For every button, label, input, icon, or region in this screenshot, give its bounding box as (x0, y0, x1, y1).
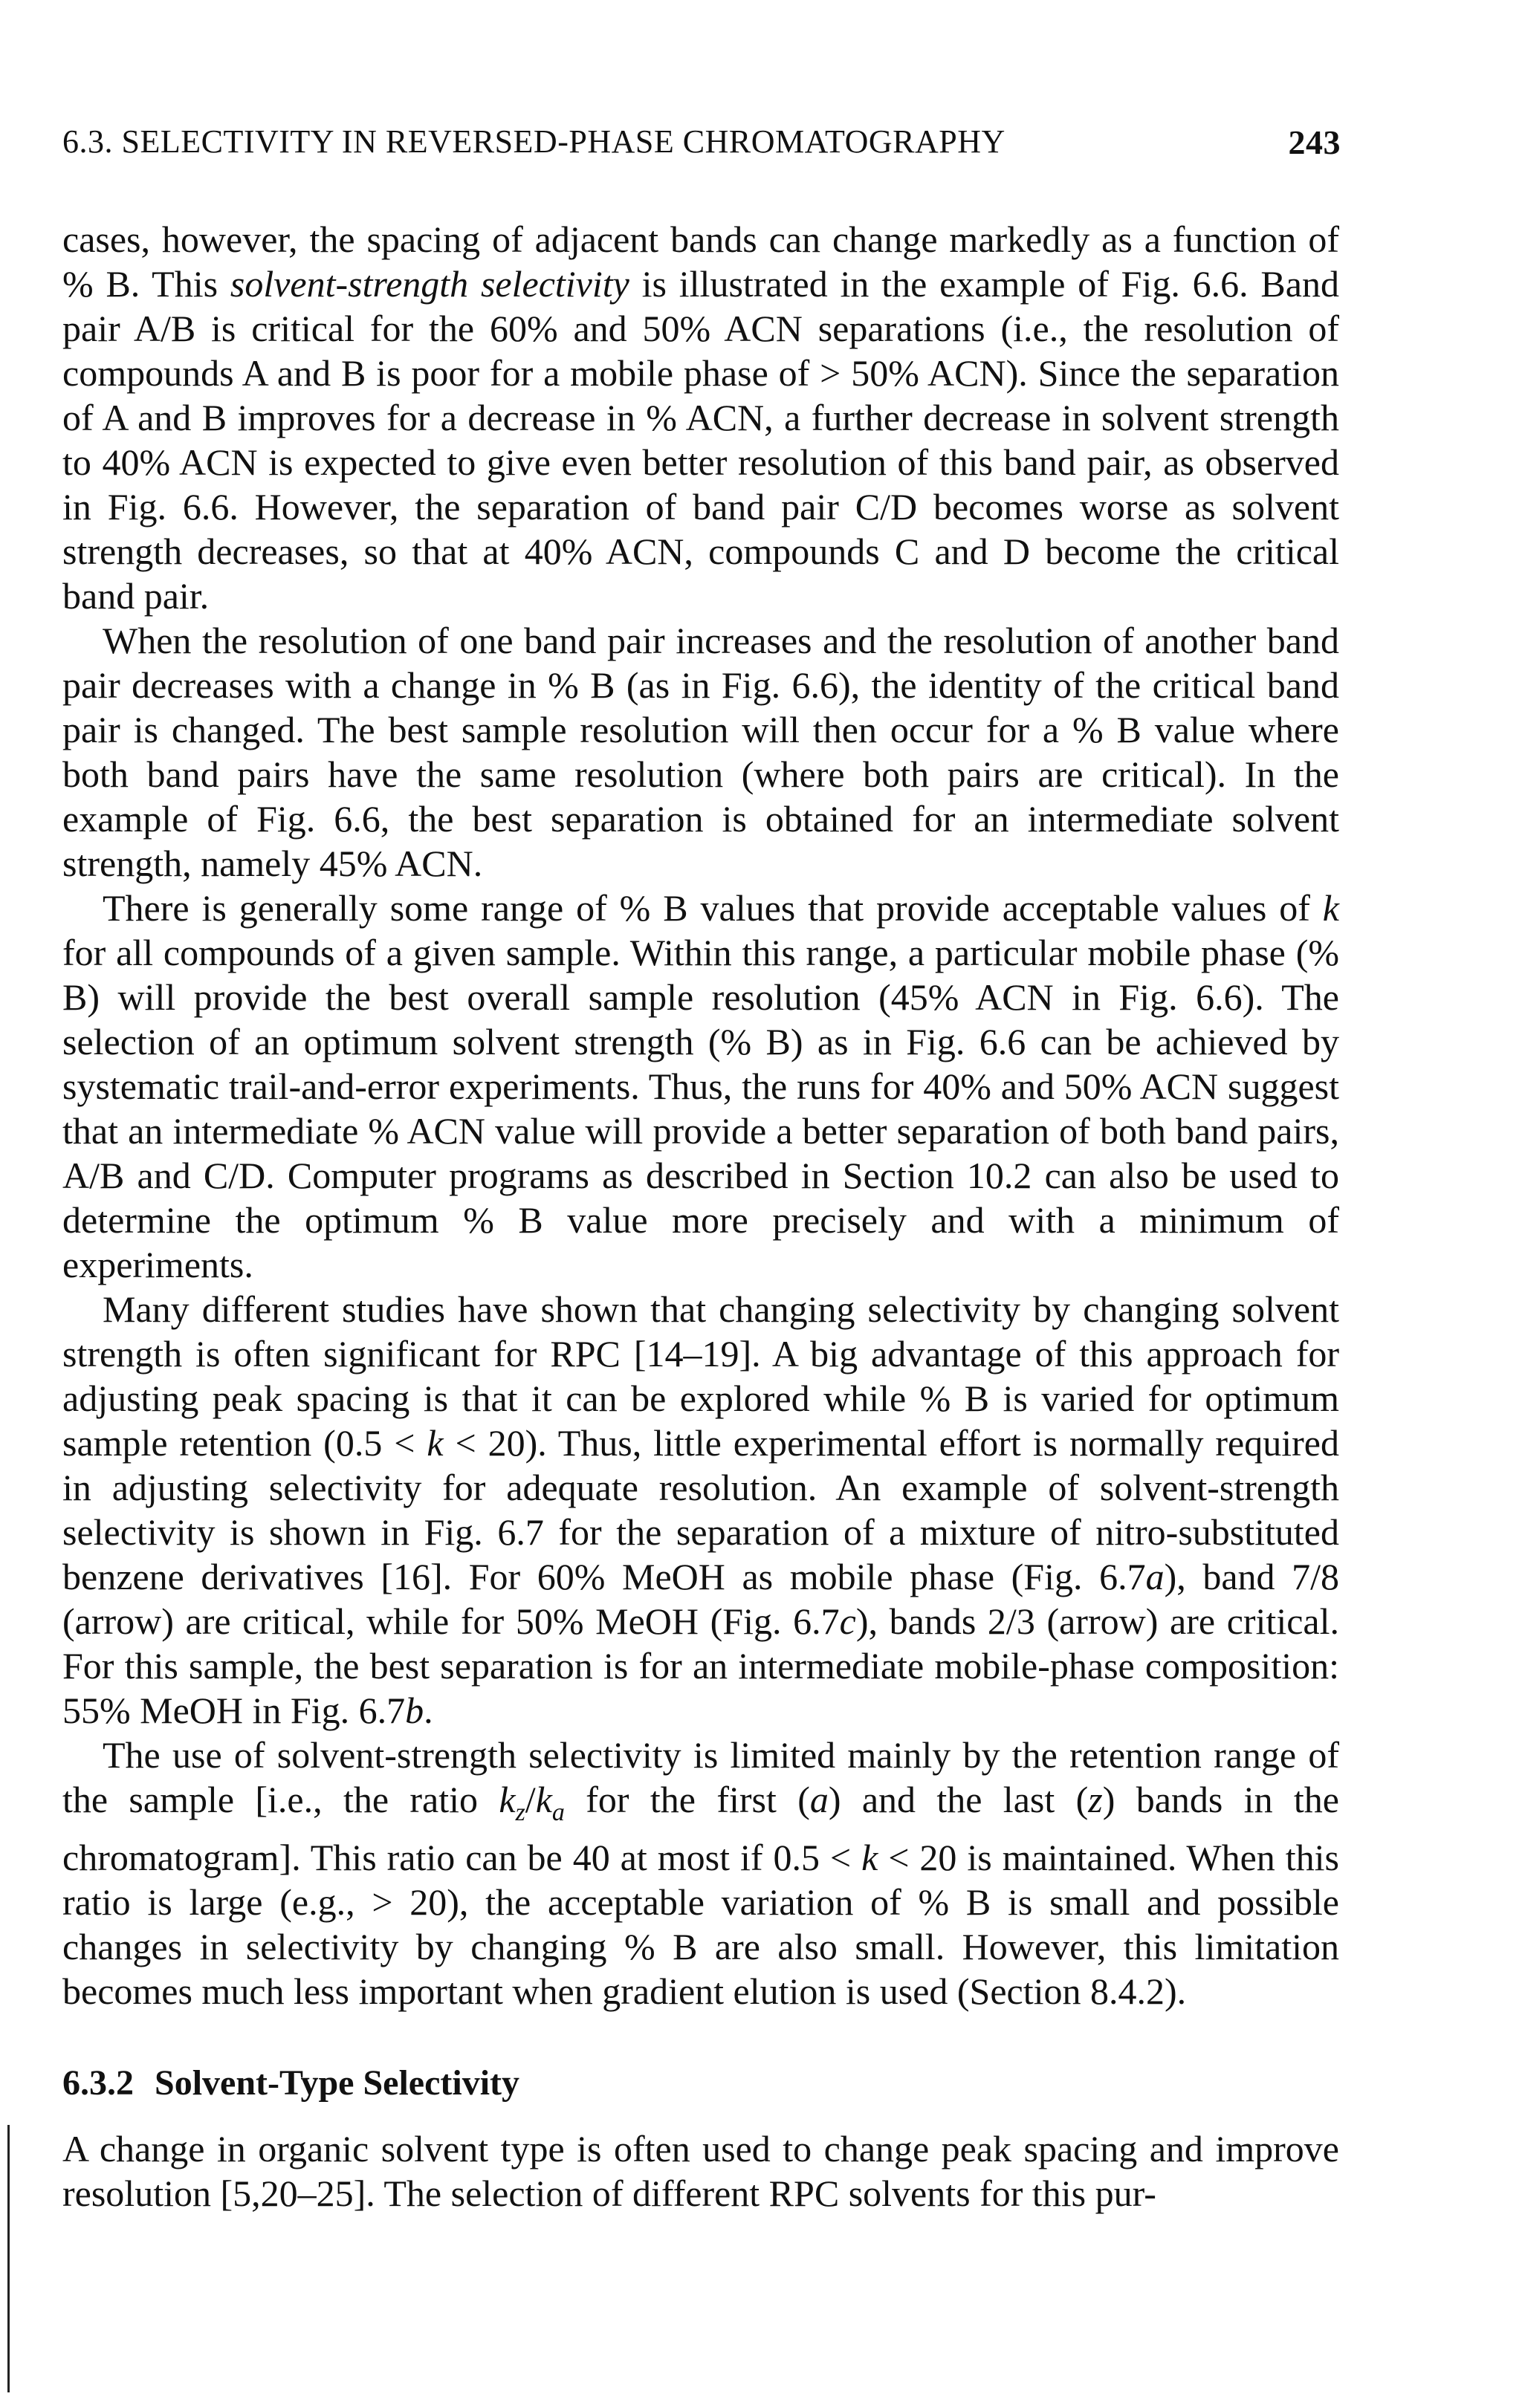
text-run: A change in organic solvent type is often used to change peak spacing and improve resolution [5,20–25]. The selection of different RPC solvents for this pur- (62, 2128, 1339, 2214)
paragraph (62, 217, 1339, 618)
italic-text: k (499, 1779, 516, 1820)
paragraph (62, 886, 1339, 1287)
text-run: There is generally some range of % B values that provide acceptable values of (103, 887, 1323, 929)
final-paragraph-container (62, 2126, 1339, 2216)
text-run: cases, however, the spacing of adjacent bands can change markedly as a function of % B. This (62, 218, 1339, 305)
text-run: ) and the last ( (828, 1779, 1089, 1820)
italic-text: k (535, 1779, 552, 1820)
page-number: 243 (1288, 123, 1341, 161)
text-run: ), bands 2/3 (arrow) are critical. For this sample, the best separation is for an intermediate mobile-phase composition: 55% MeOH in Fig. 6.7 (62, 1600, 1339, 1731)
text-run: / (525, 1779, 536, 1820)
text-run: . (424, 1690, 433, 1731)
paragraph (62, 1733, 1339, 2013)
paragraph (62, 618, 1339, 886)
running-head-title: 6.3. SELECTIVITY IN REVERSED-PHASE CHROMATOGRAPHY (62, 123, 1006, 160)
section-number: 6.3.2 (62, 2063, 134, 2103)
italic-text: z (1088, 1779, 1103, 1820)
text-run: for the first ( (564, 1779, 810, 1820)
italic-text: solvent-strength selectivity (230, 263, 629, 305)
italic-text: a (1145, 1556, 1165, 1597)
subscript: a (551, 1799, 565, 1826)
text-run: ), band 7/8 (arrow) are critical, while for 50% MeOH (Fig. 6.7 (62, 1556, 1340, 1642)
running-head (62, 123, 1341, 167)
italic-text: a (809, 1779, 829, 1820)
body-text (62, 217, 1339, 2216)
text-run: for all compounds of a given sample. Within this range, a particular mobile phase (% B) will provide the best overall sample resolution (45% ACN in Fig. 6.6). The selection of an optimum solvent strength (% B) as in Fig. 6.6 can be achieved by systematic trail-and-error experiments. Thus, the runs for 40% and 50% ACN suggest that an intermediate % ACN value will provide a better separation of both band pairs, A/B and C/D. Computer programs as described in Section 10.2 can also be used to determine the optimum % B value more precisely and with a minimum of experiments. (62, 932, 1339, 1285)
italic-text: c (839, 1600, 856, 1642)
text-run: When the resolution of one band pair increases and the resolution of another band pair decreases with a change in % B (as in Fig. 6.6), the identity of the critical band pair is changed. The best sample resolution will then occur for a % B value where both band pairs have the same resolution (where both pairs are critical). In the example of Fig. 6.6, the best separation is obtained for an intermediate solvent strength, namely 45% ACN. (62, 620, 1339, 884)
scan-margin-line (7, 2125, 10, 2392)
subscript: z (515, 1799, 525, 1826)
text-run: Many different studies have shown that changing selectivity by changing solvent strength is often significant for RPC [14–19]. A big advantage of this approach for adjusting peak spacing is that it can be explored while % B is varied for optimum sample retention (0.5 < (62, 1288, 1339, 1464)
text-run: < 20). Thus, little experimental effort is normally required in adjusting selectivity for adequate resolution. An example of solvent-strength selectivity is shown in Fig. 6.7 for the separation of a mixture of nitro-substituted benzene derivatives [16]. For 60% MeOH as mobile phase (Fig. 6.7 (62, 1422, 1339, 1597)
text-run: < 20 is maintained. When this ratio is large (e.g., > 20), the acceptable variation of % B is small and possible changes in selectivity by changing % B are also small. However, this limitation becomes much less important when gradient elution is used (Section 8.4.2). (62, 1837, 1339, 2012)
paragraph (62, 1287, 1339, 1733)
italic-text: k (427, 1422, 444, 1464)
italic-text: k (1322, 887, 1339, 929)
paragraph (62, 2126, 1339, 2216)
text-run: The use of solvent-strength selectivity is limited mainly by the retention range of the sample [i.e., the ratio (62, 1734, 1339, 1820)
italic-text: k (861, 1837, 878, 1878)
italic-text: b (405, 1690, 424, 1731)
section-title: Solvent-Type Selectivity (155, 2063, 520, 2103)
paragraphs-container (62, 217, 1339, 2013)
section-heading (62, 2061, 1339, 2106)
text-run: is illustrated in the example of Fig. 6.6. Band pair A/B is critical for the 60% and 50% ACN separations (i.e., the resolution of compounds A and B is poor for a mobile phase of > 50% ACN). Since the separation of A and B improves for a decrease in % ACN, a further decrease in solvent strength to 40% ACN is expected to give even better resolution of this band pair, as observed in Fig. 6.6. However, the separation of band pair C/D becomes worse as solvent strength decreases, so that at 40% ACN, compounds C and D become the critical band pair. (62, 263, 1339, 617)
text-run: ) bands in the chromatogram]. This ratio can be 40 at most if 0.5 < (62, 1779, 1340, 1878)
